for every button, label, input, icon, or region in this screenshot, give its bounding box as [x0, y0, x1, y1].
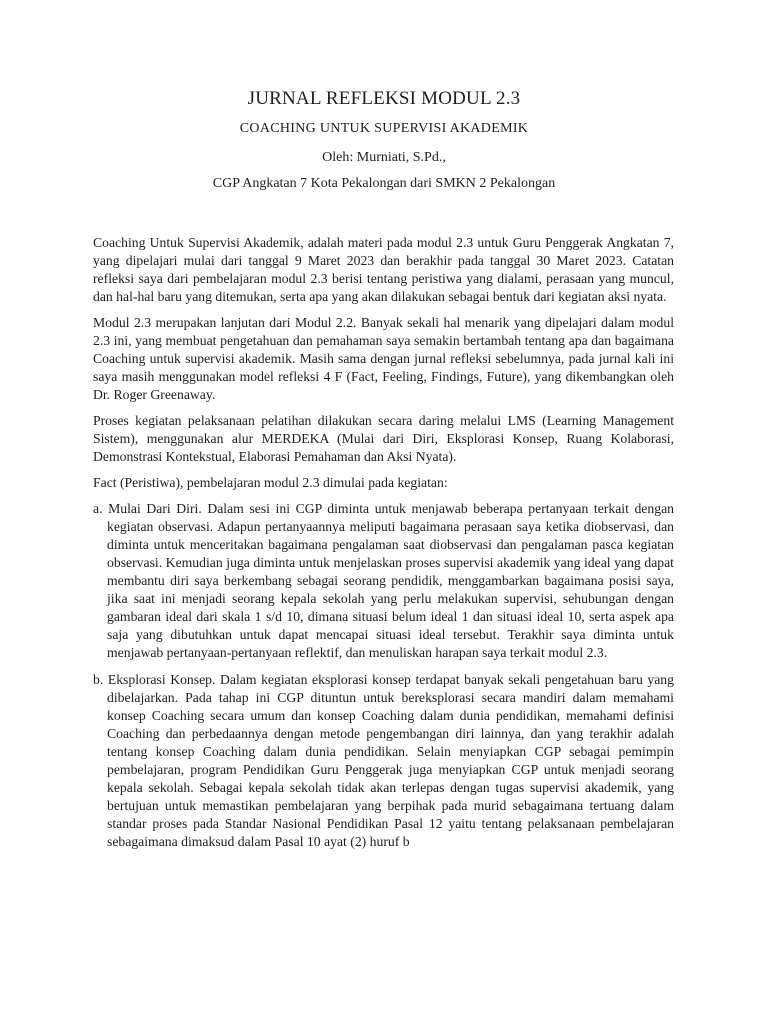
document-affiliation: CGP Angkatan 7 Kota Pekalongan dari SMKN 2 Pekalongan	[212, 176, 556, 191]
list-item-eksplorasi-konsep: b. Eksplorasi Konsep. Dalam kegiatan eksplorasi konsep terdapat banyak sekali pengetahuan baru yang dibelajarkan. Pada tahap ini CGP dituntun untuk bereksplorasi secara mandiri dalam memahami konsep Coaching secara umum dan konsep Coaching dalam dunia pendidikan, memahami definisi Coaching dan perbedaannya dengan metode pengembangan diri lainnya, dan yang terakhir adalah tentang konsep Coaching dalam dunia pendidikan. Selain menyiapkan CGP sebagai pemimpin pembelajaran, program Pendidikan Guru Penggerak juga menyiapkan CGP untuk menjadi seorang kepala sekolah. Sebagai kepala sekolah tidak akan terlepas dengan tugas supervisi akademik, yang bertujuan untuk memastikan pembelajaran yang berpihak pada murid sebagaimana tertuang dalam standar proses pada Standar Nasional Pendidikan Pasal 12 yaitu tentang pelaksanaan pembelajaran sebagaimana dimaksud dalam Pasal 10 ayat (2) huruf b	[93, 672, 674, 849]
document-body	[93, 234, 674, 860]
paragraph-process: Proses kegiatan pelaksanaan pelatihan dilakukan secara daring melalui LMS (Learning Management Sistem), menggunakan alur MERDEKA (Mulai dari Diri, Eksplorasi Konsep, Ruang Kolaborasi, Demonstrasi Kontekstual, Elaborasi Pemahaman dan Aksi Nyata).	[93, 413, 674, 464]
list-item-mulai-dari-diri: a. Mulai Dari Diri. Dalam sesi ini CGP diminta untuk menjawab beberapa pertanyaan terkait dengan kegiatan observasi. Adapun pertanyaannya meliputi bagaimana perasaan saya ketika diobservasi, dan diminta untuk menceritakan bagaimana pengalaman saat diobservasi dan pengalaman pasca kegiatan observasi. Kemudian juga diminta untuk menjelaskan proses supervisi akademik yang ideal yang dapat membantu diri saya berkembang sebagai seorang pendidik, menggambarkan bagaimana posisi saya, jika saat ini menjadi seorang kepala sekolah yang perlu melakukan supervisi, sehubungan dengan gambaran ideal dari skala 1 s/d 10, dimana situasi belum ideal 1 dan situasi ideal 10, serta aspek apa saja yang dibutuhkan untuk dapat mencapai situasi ideal tersebut. Terakhir saya diminta untuk menjawab pertanyaan-pertanyaan reflektif, dan menuliskan harapan saya terkait modul 2.3.	[93, 501, 674, 660]
paragraph-modul-overview: Modul 2.3 merupakan lanjutan dari Modul 2.2. Banyak sekali hal menarik yang dipelajari dalam modul 2.3 ini, yang membuat pengetahuan dan pemahaman saya semakin bertambah tentang apa dan bagaimana Coaching untuk supervisi akademik. Masih sama dengan jurnal refleksi sebelumnya, pada jurnal kali ini saya masih menggunakan model refleksi 4 F (Fact, Feeling, Findings, Future), yang dikembangkan oleh Dr. Roger Greenaway.	[93, 315, 674, 402]
paragraph-fact-intro: Fact (Peristiwa), pembelajaran modul 2.3 dimulai pada kegiatan:	[93, 475, 448, 490]
document-title: JURNAL REFLEKSI MODUL 2.3	[247, 88, 521, 109]
document-subtitle: COACHING UNTUK SUPERVISI AKADEMIK	[239, 121, 529, 136]
document-author: Oleh: Murniati, S.Pd.,	[322, 150, 446, 165]
paragraph-introduction: Coaching Untuk Supervisi Akademik, adalah materi pada modul 2.3 untuk Guru Penggerak Angkatan 7, yang dipelajari mulai dari tanggal 9 Maret 2023 dan berakhir pada tanggal 30 Maret 2023. Catatan refleksi saya dari pembelajaran modul 2.3 berisi tentang peristiwa yang dialami, perasaan yang muncul, dan hal-hal baru yang ditemukan, serta apa yang akan dilakukan sebagai bentuk dari kegiatan aksi nyata.	[93, 235, 674, 304]
